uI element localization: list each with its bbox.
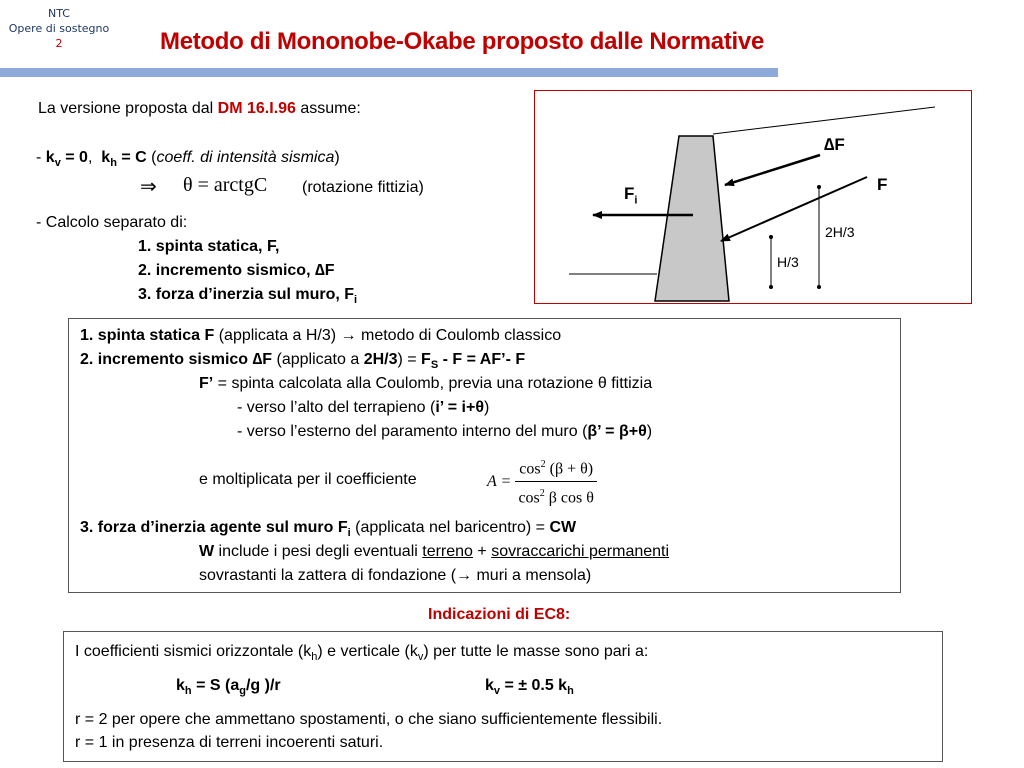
- sovraccarichi-words: sovraccarichi permanenti: [491, 543, 670, 560]
- calc-item-1: [138, 237, 279, 257]
- rotation-up-close: ): [484, 399, 490, 416]
- ec8-kh: k: [176, 677, 185, 694]
- den-arg: β cos θ: [544, 489, 594, 507]
- implies-arrow: ⇒: [140, 176, 157, 198]
- ec8-r2-line: r = 2 per opere che ammettano spostamenti, o che siano sufficientemente flessibili.: [75, 711, 663, 728]
- coefficients-line: [36, 148, 340, 173]
- formula-numerator: [515, 455, 597, 482]
- ec8-kv: k: [485, 677, 494, 694]
- slide-number: 2: [55, 37, 63, 50]
- paren-close: ): [334, 149, 340, 166]
- f-prime-detail: = spinta calcolata alla Coulomb, previa una rotazione θ fittizia: [213, 375, 653, 392]
- box1-line-4: [237, 398, 489, 418]
- ec8-kh-tail: /g )/r: [245, 677, 281, 694]
- subject-label: Opere di sostegno: [8, 22, 110, 35]
- intro-pre: La versione proposta dal: [38, 100, 218, 117]
- box1-line-7: [80, 518, 576, 543]
- h3-bottom-dot: [769, 285, 773, 289]
- calc-item-3: [138, 285, 357, 310]
- ec8-kh-eq: = S (a: [191, 677, 240, 694]
- fi-letter: F: [624, 184, 635, 203]
- ec8-kh-formula: [176, 676, 281, 701]
- kh-value: = C: [116, 149, 147, 166]
- h3-label: H/3: [777, 254, 799, 270]
- calc-item-2-text: 2. incremento sismico, ∆F: [138, 262, 335, 279]
- inertia-heading: 3. forza d’inerzia agente sul muro F: [80, 519, 348, 536]
- formula-fraction: [515, 455, 597, 509]
- den-cos: cos: [518, 489, 540, 507]
- seismic-tail: - F = AF’- F: [438, 351, 526, 368]
- two-h3-label: 2H/3: [825, 224, 855, 240]
- plus-sign: +: [472, 543, 492, 560]
- box1-line-5: [237, 422, 652, 442]
- calc-item-3-sub: i: [354, 294, 358, 307]
- paren-open: (: [146, 149, 157, 166]
- static-thrust-detail: (applicata a H/3) → metodo di Coulomb classico: [214, 327, 562, 344]
- box1-line-9: sovrastanti la zattera di fondazione (→ muri a mensola): [199, 567, 592, 584]
- inertia-detail: (applicata nel baricentro) =: [350, 519, 550, 536]
- ec8-heading: Indicazioni di EC8:: [428, 606, 571, 623]
- ec8-l1-v: v: [417, 651, 424, 664]
- num-cos: cos: [519, 460, 541, 478]
- kv-sub: v: [54, 157, 61, 170]
- calc-item-1-text: 1. spinta statica, F,: [138, 238, 280, 255]
- formula-a-label: A =: [487, 472, 512, 490]
- ntc-label: NTC: [48, 7, 70, 20]
- ec8-l1-h: h: [311, 651, 318, 664]
- retaining-wall-diagram: [534, 90, 972, 304]
- ec8-r1-line: r = 1 in presenza di terreni incoerenti saturi.: [75, 734, 384, 751]
- delta-f-label: ∆F: [824, 135, 845, 154]
- wall-shape: [655, 136, 729, 301]
- intro-line: [38, 99, 361, 119]
- ec8-box: [63, 631, 943, 762]
- box1-line-1: [80, 326, 561, 346]
- seismic-mid: (applicato a: [272, 351, 364, 368]
- num-sup: 2: [540, 459, 546, 470]
- formula-denominator: [515, 482, 597, 508]
- coeff-description: coeff. di intensità sismica: [156, 149, 335, 166]
- two-h3-top-dot: [817, 185, 821, 189]
- fi-sub: i: [634, 194, 638, 207]
- rotation-out-formula: β’ = β+θ: [587, 423, 647, 440]
- den-sup: 2: [539, 488, 545, 500]
- fs-sub: S: [430, 359, 439, 372]
- title-underline-bar: [0, 68, 778, 77]
- kv-symbol: k: [45, 149, 55, 166]
- rotation-out-text: - verso l’esterno del paramento interno del muro (: [237, 423, 588, 440]
- seismic-increment-heading: 2. incremento sismico ∆F: [80, 351, 273, 368]
- course-label: [0, 6, 118, 51]
- seismic-2h3: 2H/3: [363, 351, 398, 368]
- fs-symbol: F: [421, 351, 431, 368]
- coefficient-a-formula: [487, 455, 597, 509]
- fi-label: [624, 184, 637, 206]
- intro-post: assume:: [295, 100, 361, 117]
- ec8-l1-mid: ) e verticale (k: [317, 643, 418, 660]
- kh-sub: h: [110, 157, 117, 170]
- rotation-note: (rotazione fittizia): [302, 179, 424, 196]
- method-explanation-box: [68, 318, 901, 593]
- num-arg: (β + θ): [545, 460, 594, 478]
- two-h3-bottom-dot: [817, 285, 821, 289]
- theta-equation: θ = arctgC: [183, 174, 268, 196]
- terreno-word: terreno: [422, 543, 473, 560]
- ec8-kh-g: g: [239, 685, 246, 698]
- w-detail: include i pesi degli eventuali: [214, 543, 423, 560]
- dm-reference: DM 16.I.96: [217, 100, 296, 117]
- kh-symbol: k: [101, 149, 111, 166]
- ec8-kv-h: h: [567, 685, 574, 698]
- box1-line-3: [199, 374, 652, 394]
- calc-item-3-text: 3. forza d’inerzia sul muro, F: [138, 286, 355, 303]
- ec8-kv-formula: [485, 676, 574, 701]
- rotation-out-close: ): [646, 423, 653, 440]
- seismic-eq: ) =: [397, 351, 422, 368]
- calcolo-heading: - Calcolo separato di:: [36, 214, 188, 231]
- ec8-l1-pre: I coefficienti sismici orizzontale (k: [75, 643, 312, 660]
- f-label: F: [877, 175, 888, 194]
- ec8-kh-sub: h: [184, 685, 192, 698]
- w-symbol: W: [199, 543, 215, 560]
- page-title: Metodo di Mononobe-Okabe proposto dalle Normative: [160, 28, 764, 55]
- dash: -: [36, 149, 46, 166]
- ec8-l1-post: ) per tutte le masse sono pari a:: [423, 643, 649, 660]
- diagram-svg: [535, 91, 971, 303]
- ec8-kv-eq: = ± 0.5 k: [500, 677, 568, 694]
- h3-top-dot: [769, 235, 773, 239]
- ec8-line-1: [75, 642, 648, 667]
- backfill-slope-line: [713, 107, 935, 134]
- rotation-up-formula: i’ = i+θ: [435, 399, 484, 416]
- calc-item-2: [138, 261, 335, 281]
- kv-value: = 0: [60, 149, 88, 166]
- box1-line-2: [80, 350, 525, 375]
- box1-line-6: e moltiplicata per il coefficiente: [199, 471, 417, 488]
- rotation-up-text: - verso l’alto del terrapieno (: [237, 399, 436, 416]
- inertia-sub: i: [347, 527, 351, 540]
- box1-line-8: [199, 542, 669, 562]
- delta-f-arrow: [725, 155, 820, 185]
- inertia-cw: CW: [549, 519, 577, 536]
- static-thrust-heading: 1. spinta statica F: [80, 327, 215, 344]
- ec8-kv-sub: v: [493, 685, 501, 698]
- f-prime: F’: [199, 375, 214, 392]
- separator: ,: [87, 149, 102, 166]
